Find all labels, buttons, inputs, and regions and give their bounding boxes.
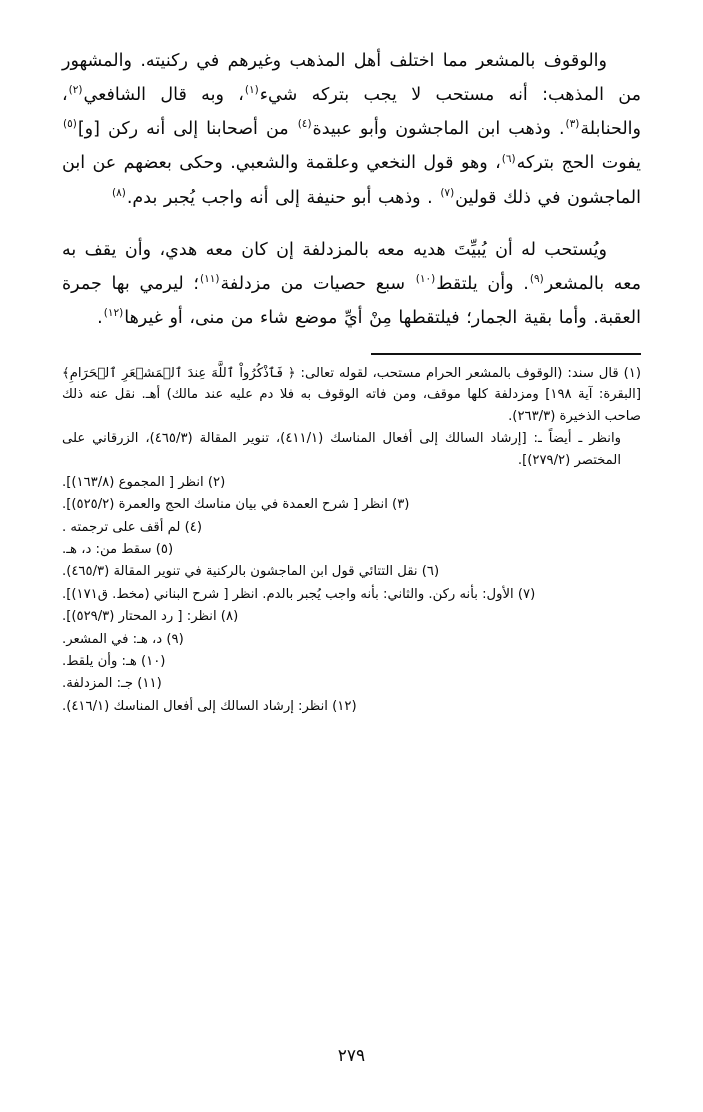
paragraph-1: والوقوف بالمشعر مما اختلف أهل المذهب وغيرهم في ركنيته. والمشهور من المذهب: أنه مستحب لا يجب بتركه شيء$^{(١)}$، وبه قال الشافعي$^{(٢)}$، والحنابلة$^{(٣)}$. وذهب ابن الماجشون وأبو عبيدة$^{(٤)}$ من أصحابنا إلى أنه ركن [و]$^{(٥)}$ يفوت الحج بتركه$^{(٦)}$، وهو قول النخعي وعلقمة والشعبي. وحكى بعضهم عن ابن الماجشون في ذلك قولين$^{(٧)}$ . وذهب أبو حنيفة إلى أنه واجب يُجبر بدم.$^{(٨)}$ (62, 51, 642, 208)
main-text-block (62, 44, 641, 339)
footnote-3: (٣) انظر [ شرح العمدة في بيان مناسك الحج والعمرة (٥٢٥/٢)]. (62, 497, 410, 513)
footnote-10: (١٠) هـ: وأن يلقط. (62, 653, 166, 669)
footnote-12: (١٢) انظر: إرشاد السالك إلى أفعال المناسك (٤١٦/١). (62, 698, 357, 714)
paragraph-2: ويُستحب له أن يُبيِّتَ هديه معه بالمزدلفة إن كان معه هدي، وأن يقف به معه بالمشعر$^{(٩)}$. وأن يلتقط$^{(١٠)}$ سبع حصيات من مزدلفة$^{(١١)}$؛ ليرمي بها جمرة العقبة. وأما بقية الجمار؛ فيلتقطها مِنْ أيِّ موضع شاء من منى، أو غيرها$^{(١٢)}$. (62, 239, 641, 328)
page-spacer (62, 718, 641, 1040)
footnotes-block (62, 363, 641, 718)
footnote-rule (371, 353, 641, 355)
footnote-5: (٥) سقط من: د، هـ. (62, 542, 174, 557)
footnote-9: (٩) د، هـ: في المشعر. (62, 631, 184, 647)
footnote-2: (٢) انظر [ المجموع (١٦٣/٨)]. (62, 474, 226, 490)
page-number: ٢٧٩ (337, 1046, 366, 1066)
footnote-separator (62, 353, 641, 355)
footnote-4: (٤) لم أقف على ترجمته . (62, 519, 202, 535)
footnote-11: (١١) جـ: المزدلفة. (62, 676, 162, 692)
footnote-1-line-2: وانظر ـ أيضاً ـ: [إرشاد السالك إلى أفعال المناسك (٤١١/١)، تنوير المقالة (٤٦٥/٣)، الزرقاني على المختصر (٢٧٩/٢)]. (62, 431, 621, 468)
footnote-6: (٦) نقل التتائي قول ابن الماجشون بالركنية في تنوير المقالة (٤٦٥/٣). (62, 564, 440, 580)
footnote-7: (٧) الأول: بأنه ركن. والثاني: بأنه واجب يُجبر بالدم. انظر [ شرح البناني (مخط. ق١٧١)]. (62, 586, 536, 602)
footnote-1-line-1: (١) قال سند: (الوقوف بالمشعر الحرام مستحب، لقوله تعالى: ﴿ فَٱذْكُرُواْ ٱللَّهَ عِندَ ٱلۡمَشۡعَرِ ٱلۡحَرَامِ﴾ [البقرة: آية ١٩٨] ومزدلفة كلها موقف، ومن فاته الوقوف به فلا دم عليه عند مالك) أهـ. نقل عنه ذلك صاحب الذخيرة (٢٦٣/٣). (62, 366, 641, 424)
footnote-8: (٨) انظر: [ رد المحتار (٥٢٩/٣)]. (62, 609, 239, 625)
